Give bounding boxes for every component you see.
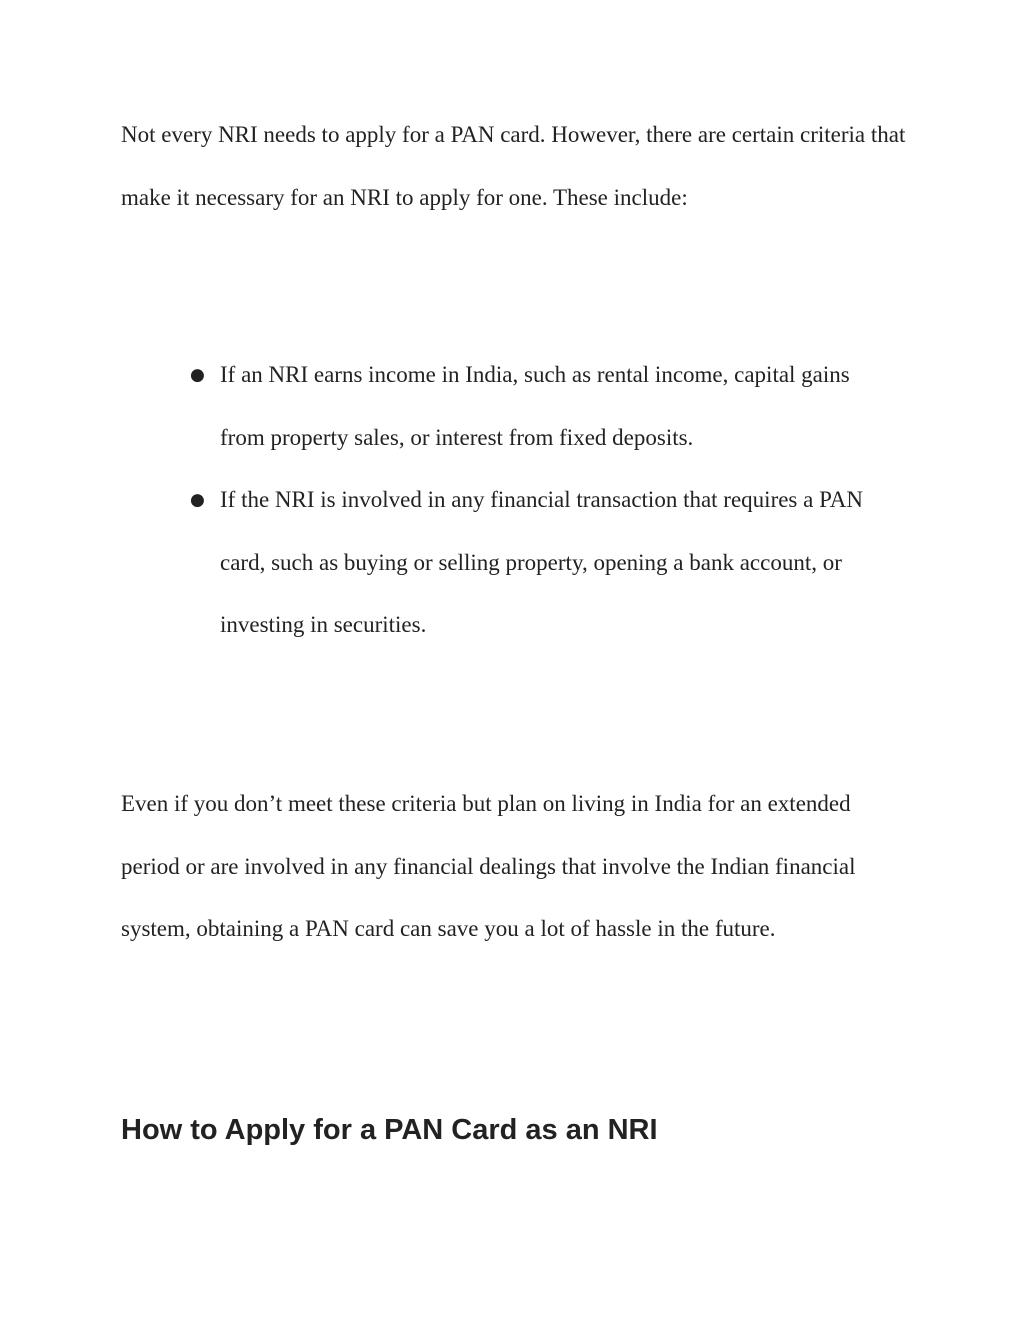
list-item-text: If the NRI is involved in any financial transaction that requires a PAN card, such as buying or selling property, opening a bank account, or investing in securities. <box>220 487 863 637</box>
closing-paragraph: Even if you don’t meet these criteria but plan on living in India for an extended period or are involved in any financial dealings that involve the Indian financial system, obtaining a PAN card can save you a lot of hassle in the future. <box>121 791 856 941</box>
section-heading: How to Apply for a PAN Card as an NRI <box>121 1114 658 1146</box>
intro-paragraph: Not every NRI needs to apply for a PAN card. However, there are certain criteria that make it necessary for an NRI to apply for one. These include: <box>121 122 906 210</box>
list-item-text: If an NRI earns income in India, such as rental income, capital gains from property sales, or interest from fixed deposits. <box>220 362 850 450</box>
list-item <box>190 469 870 657</box>
list-item <box>190 344 870 469</box>
criteria-list <box>190 344 870 657</box>
bullet-icon: ● <box>190 365 205 385</box>
bullet-icon: ● <box>190 490 205 510</box>
